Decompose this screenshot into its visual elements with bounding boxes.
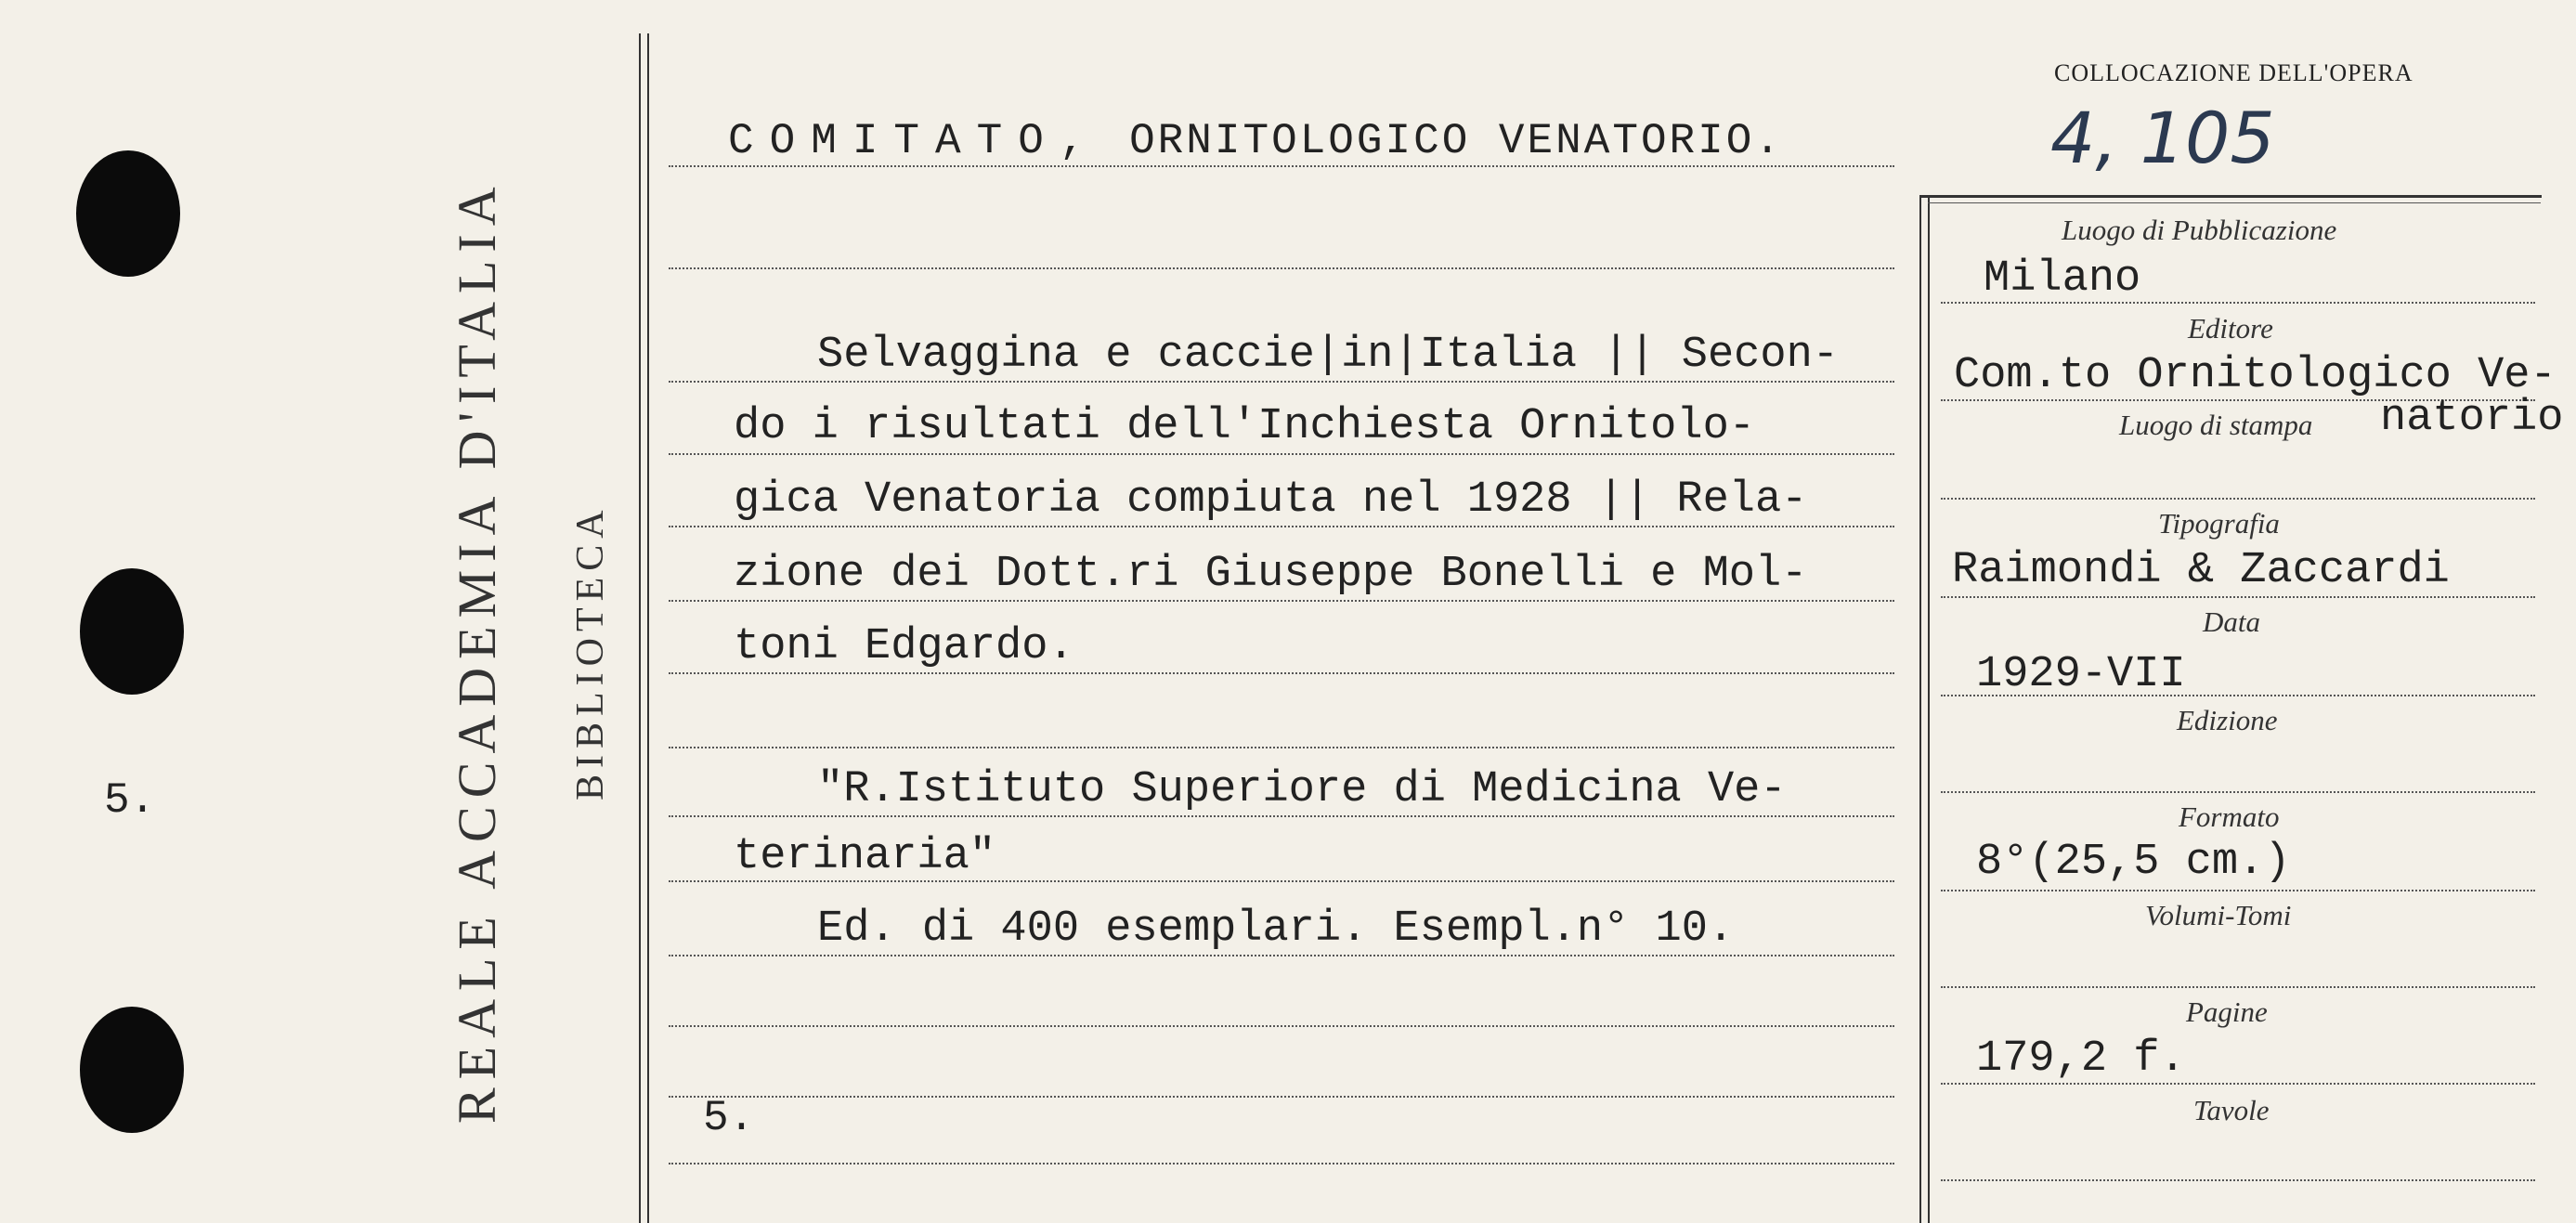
ruled-line [669,526,1894,527]
collocazione-label: COLLOCAZIONE DELL'OPERA [2054,59,2413,86]
field-label-luogo-stampa: Luogo di stampa [2119,409,2313,441]
field-label-editore: Editore [2188,312,2273,345]
field-rule [1941,498,2535,500]
ruled-line [669,747,1894,748]
field-label-volumi: Volumi-Tomi [2145,899,2292,931]
field-label-tavole: Tavole [2193,1094,2270,1126]
field-value-data: 1929-VII [1976,650,2186,699]
fields-box-top [1928,202,2541,203]
card-heading [728,117,1783,165]
punch-hole [80,568,184,695]
field-label-luogo-pubblicazione: Luogo di Pubblicazione [2062,214,2337,246]
collocazione-value: 4, 105 [2050,97,2275,179]
ruled-line [669,672,1894,674]
left-margin-number: 5. [104,776,156,825]
field-value-editore-cont: natorio [2380,394,2564,443]
ruled-line [669,815,1894,817]
field-rule [1941,890,2535,891]
ruled-line [669,600,1894,602]
field-label-edizione: Edizione [2177,704,2278,736]
field-value-tipografia: Raimondi & Zaccardi [1952,546,2450,595]
body-line: do i risultati dell'Inchiesta Ornitolo- [734,402,1755,451]
field-label-formato: Formato [2179,800,2280,833]
institution-name: REALE ACCADEMIA D'ITALIA [447,178,507,1124]
heading-author: COMITATO, [728,117,1101,165]
field-value-formato: 8°(25,5 cm.) [1976,838,2291,887]
fields-box-rule [1919,195,1921,1223]
field-rule [1941,1179,2535,1181]
field-rule [1941,986,2535,988]
department-name: BIBLIOTECA [569,503,612,800]
field-value-editore: Com.to Ornitologico Ve- [1954,351,2556,400]
margin-rule [639,33,641,1223]
field-value-luogo-pubblicazione: Milano [1984,254,2141,304]
body-line: Ed. di 400 esemplari. Esempl.n° 10. [817,904,1735,954]
ruled-line [669,955,1894,956]
field-label-tipografia: Tipografia [2158,507,2280,540]
body-line: gica Venatoria compiuta nel 1928 || Rela- [734,475,1808,525]
ruled-line [669,1096,1894,1098]
field-rule [1941,596,2535,598]
bottom-number: 5. [703,1094,755,1142]
fields-box-top [1919,195,2542,198]
body-line: toni Edgardo. [734,622,1074,671]
punch-hole [76,150,180,277]
field-label-pagine: Pagine [2186,995,2268,1028]
ruled-line [669,1163,1894,1164]
fields-box-rule [1928,195,1930,1223]
ruled-line [669,165,1894,167]
field-rule [1941,791,2535,793]
ruled-line [669,381,1894,383]
ruled-line [669,267,1894,269]
body-line: terinaria" [734,832,996,881]
body-line: "R.Istituto Superiore di Medicina Ve- [817,765,1787,814]
body-line: zione dei Dott.ri Giuseppe Bonelli e Mol- [734,550,1808,599]
field-label-data: Data [2203,605,2260,638]
ruled-line [669,1025,1894,1027]
margin-rule [647,33,649,1223]
punch-hole [80,1007,184,1133]
body-line: Selvaggina e caccie|in|Italia || Secon- [817,331,1839,380]
ruled-line [669,453,1894,455]
field-value-pagine: 179,2 f. [1976,1034,2186,1084]
heading-rest: ORNITOLOGICO VENATORIO. [1129,117,1783,165]
